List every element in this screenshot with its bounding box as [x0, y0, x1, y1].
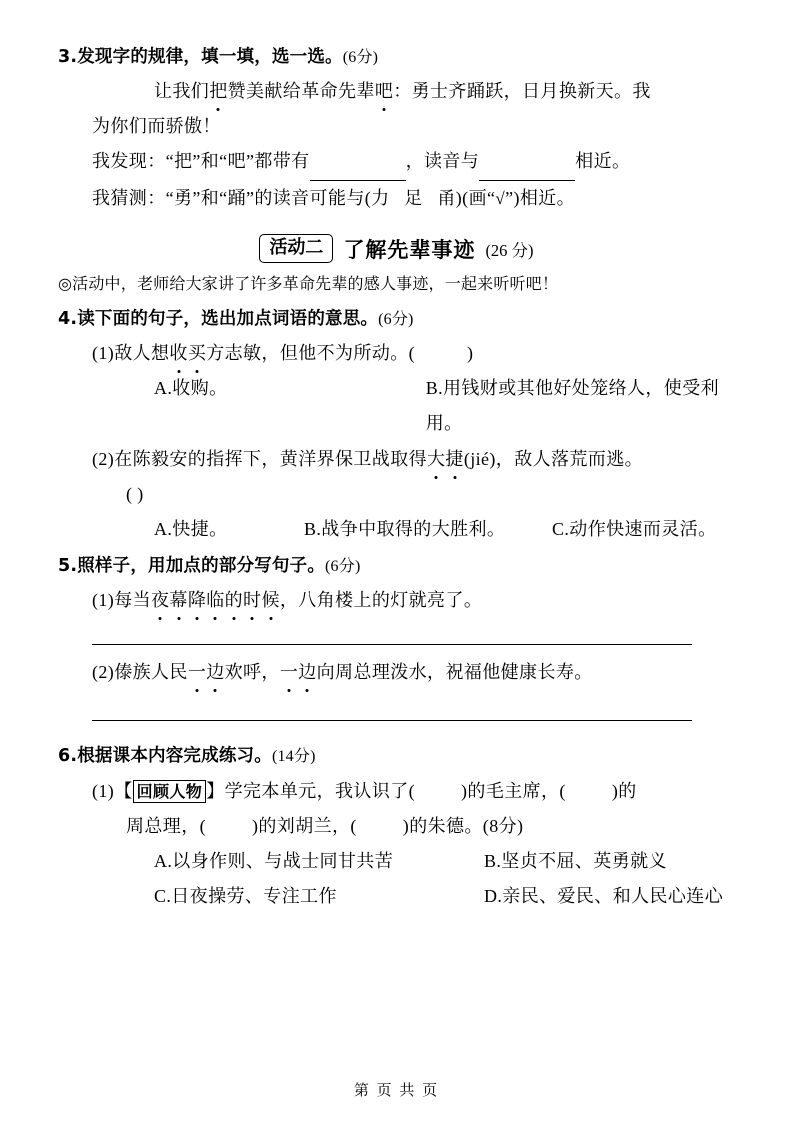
- item1-answer-space[interactable]: [415, 336, 467, 371]
- discover-mid: ，读音与: [405, 151, 480, 172]
- question-4-heading: [58, 306, 735, 332]
- dotted-char-da: 大: [427, 442, 445, 477]
- page-footer: 第 页 共 页: [353, 1083, 440, 1099]
- item-number: (2): [92, 662, 115, 683]
- option-c[interactable]: C.动作快速而灵活。: [552, 518, 717, 539]
- activity-2-banner: [58, 234, 735, 264]
- option-c[interactable]: C.日夜操劳、专注工作: [154, 885, 337, 906]
- activity-2-score: (26 分): [485, 240, 534, 260]
- dotted-phrase-yibian2: 一边: [280, 662, 317, 682]
- option-d[interactable]: D.亲民、爱民、和人民心连心: [484, 885, 724, 906]
- dotted-char-shou: 收: [169, 336, 187, 371]
- dotted-phrase-yibian1: 一边: [188, 662, 225, 682]
- question-3-score: (6分): [342, 49, 379, 66]
- question-5-item-2-answer-line[interactable]: [92, 720, 692, 721]
- item-number: (2): [92, 448, 115, 469]
- question-6-score: (14分): [271, 748, 316, 766]
- option-b[interactable]: B.坚贞不屈、英勇就义: [484, 850, 667, 871]
- question-5-score: (6分): [325, 557, 361, 575]
- question-4-block: [58, 306, 735, 547]
- line2-text-c: )的朱德。: [402, 815, 483, 836]
- passage-text-c: ：勇士齐踊跃，日月换新天。我: [393, 81, 651, 102]
- question-5-item-1: [58, 583, 735, 618]
- question-6-options-row-2: [58, 879, 735, 914]
- line1-text-a: 学完本单元，我认识了(: [224, 780, 416, 801]
- option-a[interactable]: A.快捷。: [154, 518, 228, 539]
- question-4-score: (6分): [378, 311, 414, 329]
- question-6-heading-text: 6.根据课本内容完成练习。: [58, 746, 272, 767]
- answer-space-2[interactable]: [566, 774, 612, 809]
- line2-text-a: 周总理，(: [126, 815, 206, 836]
- question-3-passage-line-1: [58, 74, 735, 109]
- answer-space-1[interactable]: [415, 774, 461, 809]
- discover-prefix: 我发现：“把”和“吧”都带有: [92, 151, 310, 172]
- passage-text-b: 赞美献给革命先辈: [227, 81, 375, 102]
- question-5-item-2: [58, 655, 735, 690]
- dotted-char-mai: 买: [188, 336, 206, 371]
- item1-text-a: 敌人想: [114, 343, 170, 364]
- question-5-heading: [58, 553, 735, 579]
- activity-2-tag: 活动二: [259, 234, 333, 264]
- line2-score: (8分): [482, 815, 524, 836]
- item2-text-a: 傣族人民: [114, 662, 188, 683]
- question-3-discover-line: [58, 144, 735, 180]
- question-6-heading: [58, 743, 735, 769]
- question-4-item-2-options: [58, 512, 735, 547]
- item2-text-a: 在陈毅安的指挥下，黄洋界保卫战取得: [114, 448, 428, 469]
- bracket-close: 】: [206, 780, 225, 801]
- bracket-open: 【: [114, 780, 133, 801]
- question-6-item-1-line-1: [58, 774, 735, 809]
- item2-text-b: 欢呼，: [224, 662, 280, 683]
- guess-end: ”)相近。: [505, 187, 576, 208]
- dotted-char-ba2: 吧: [375, 74, 393, 109]
- item-number: (1): [92, 780, 115, 801]
- question-3-block: [58, 44, 735, 216]
- boxed-label-review-characters: 回顾人物: [133, 780, 207, 804]
- guess-prefix: 我猜测：“勇”和“踊”的读音可能与(力: [92, 187, 390, 208]
- line2-text-b: )的刘胡兰，(: [252, 815, 357, 836]
- question-3-passage-line-2: 为你们而骄傲！: [92, 116, 221, 137]
- guess-option-yong[interactable]: 甬: [437, 187, 456, 208]
- item-number: (1): [92, 590, 115, 611]
- item2-text-b: (jié)，敌人落荒而逃。: [463, 448, 644, 469]
- question-4-heading-text: 4.读下面的句子，选出加点词语的意思。: [58, 309, 379, 330]
- item2-text-c: 向周总理泼水，祝福他健康长寿。: [316, 662, 593, 683]
- dotted-phrase-night: 夜幕降临的时候: [151, 590, 280, 610]
- discover-blank-2[interactable]: [479, 144, 575, 180]
- question-4-item-1-options: [58, 371, 735, 441]
- item1-text-a: 每当: [114, 590, 152, 611]
- question-5-heading-text: 5.照样子，用加点的部分写句子。: [58, 555, 326, 576]
- answer-space-3[interactable]: [206, 809, 252, 844]
- item1-text-b: ，八角楼上的灯就亮了。: [279, 590, 483, 611]
- option-b[interactable]: B.用钱财或其他好处笼络人，使受利用。: [425, 378, 720, 434]
- check-mark-icon: √: [495, 188, 506, 208]
- option-b[interactable]: B.战争中取得的大胜利。: [304, 518, 506, 539]
- question-5-block: [58, 553, 735, 721]
- option-a[interactable]: A.以身作则、与战士同甘共苦: [154, 850, 394, 871]
- answer-space-4[interactable]: [357, 809, 403, 844]
- question-3-heading: [58, 44, 735, 70]
- line1-text-b: )的毛主席，(: [461, 780, 566, 801]
- discover-suffix: 相近。: [575, 151, 631, 172]
- question-5-item-1-answer-line[interactable]: [92, 644, 692, 645]
- item-number: (1): [92, 343, 115, 364]
- question-6-block: [58, 743, 735, 914]
- option-a[interactable]: A.收购。: [154, 378, 228, 399]
- question-3-heading-text: 3.发现字的规律，填一填，选一选。: [58, 47, 343, 67]
- question-3-guess-line: [58, 181, 735, 216]
- guess-suffix: )(画“: [455, 187, 496, 208]
- activity-2-title: 了解先辈事迹: [343, 237, 476, 262]
- item1-text-b: 方志敏，但他不为所动。(: [206, 343, 416, 364]
- dotted-char-jie: 捷: [445, 442, 463, 477]
- question-6-item-1-line-2: [58, 809, 735, 844]
- passage-text-a: 让我们: [154, 81, 210, 102]
- item1-text-c: ): [467, 343, 474, 364]
- line1-text-c: )的: [611, 780, 637, 801]
- question-6-options-row-1: [58, 844, 735, 879]
- discover-blank-1[interactable]: [310, 144, 406, 180]
- activity-2-description: ◎活动中，老师给大家讲了许多革命先辈的感人事迹，一起来听听吧！: [58, 275, 559, 293]
- guess-option-zu[interactable]: 足: [404, 187, 423, 208]
- question-4-item-2: [58, 442, 735, 477]
- question-4-item-1: [58, 336, 735, 371]
- question-4-item-2-answer-paren[interactable]: ( ): [126, 483, 144, 504]
- dotted-char-ba: 把: [209, 74, 227, 109]
